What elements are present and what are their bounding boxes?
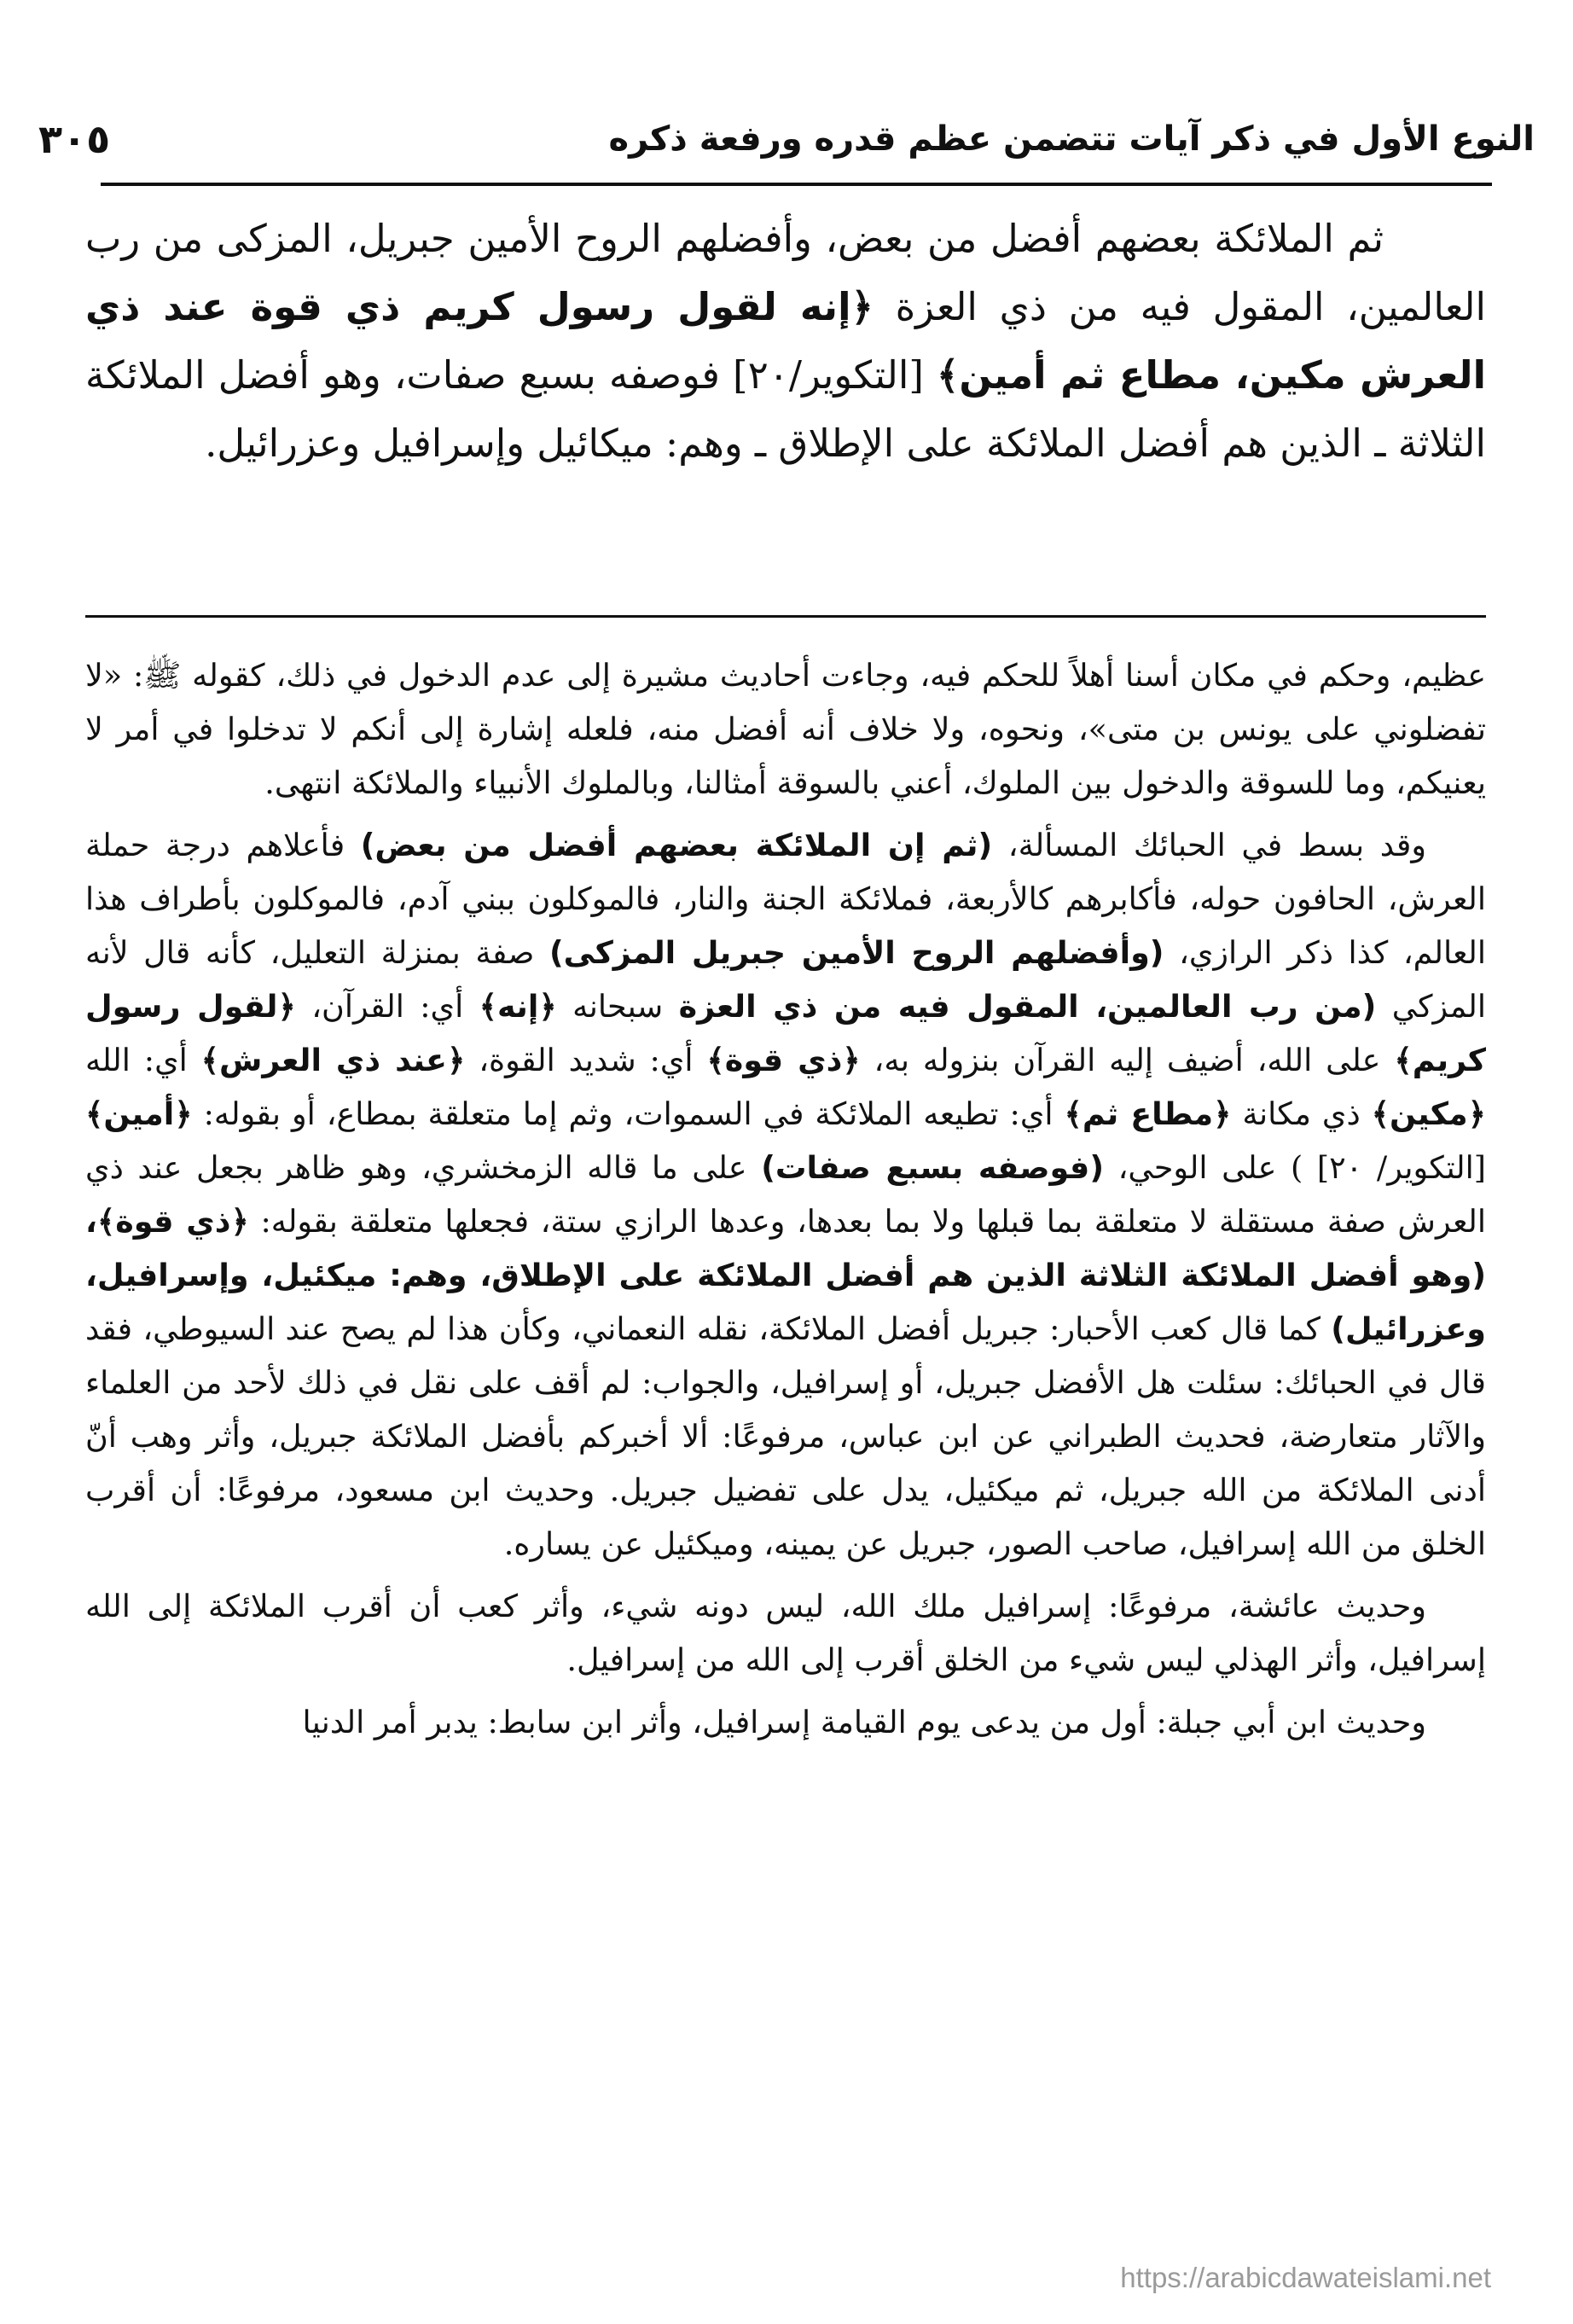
bold-span: ﴿لقول رسول كريم﴾ xyxy=(85,988,1486,1078)
commentary-span: فأعلاهم درجة حملة العرش، الحافون حوله، فأكابرهم كالأربعة، فملائكة الجنة والنار، فالموكلون ببني آدم، فالموكلون بأطراف هذا العالم، كذا ذكر الرازي، xyxy=(85,827,1486,971)
commentary-span: ذي مكانة xyxy=(1231,1095,1372,1132)
commentary-span: صفة بمنزلة التعليل، كأنه قال لأنه المزكي xyxy=(85,934,1487,1025)
commentary-span: أي: تطيعه الملائكة في السموات، وثم إما متعلقة بمطاع، أو بقوله: xyxy=(192,1095,1065,1132)
bold-span: (وأفضلهم الروح الأمين جبريل المزكى) xyxy=(549,934,1164,971)
bold-span: (فوصفه بسبع صفات) xyxy=(761,1149,1105,1186)
commentary-paragraph: وحديث ابن أبي جبلة: أول من يدعى يوم القيامة إسرافيل، وأثر ابن سابط: يدبر أمر الدنيا xyxy=(302,1704,1426,1740)
main-text-span: [التكوير/٢٠] فوصفه بسبع صفات، وهو أفضل الملائكة الثلاثة ـ الذين هم أفضل الملائكة على الإطلاق ـ وهم: ميكائيل وإسرافيل وعزرائيل. xyxy=(85,352,1486,466)
commentary-span: كما قال كعب الأحبار: جبريل أفضل الملائكة، نقله النعماني، وكأن هذا لم يصح عند السيوطي، فقد قال في الحبائك: سئلت هل الأفضل جبريل، أو إسرافيل، والجواب: لم أقف على نقل في ذلك لأحد من العلماء والآثار متعارضة، فحديث الطبراني عن ابن عباس، مرفوعًا: ألا أخبركم بأفضل الملائكة جبريل، وأثر وهب أنّ أدنى الملائكة من الله جبريل، ثم ميكئيل، يدل على تفضيل جبريل. وحديث ابن مسعود، مرفوعًا: أن أقرب الخلق من الله إسرافيل، صاحب الصور، جبريل عن يمينه، وميكئيل عن يساره. xyxy=(85,1310,1486,1562)
main-text xyxy=(85,205,1486,478)
main-paragraph xyxy=(85,205,1486,478)
commentary-span: أي: القرآن، xyxy=(295,988,479,1025)
commentary xyxy=(85,648,1486,1758)
main-text-span: ثم الملائكة بعضهم أفضل من بعض، وأفضلهم الروح الأمين جبريل، المزكى من رب العالمين، المقول فيه من ذي العزة xyxy=(85,216,1486,329)
commentary-span: على الله، أضيف إليه القرآن بنزوله به، xyxy=(860,1042,1395,1078)
footnote-rule xyxy=(85,615,1486,618)
bold-span: (من رب العالمين، المقول فيه من ذي العزة xyxy=(678,988,1377,1025)
bold-span: ﴿أمين﴾ xyxy=(85,1095,193,1132)
commentary-span: وقد بسط في الحبائك المسألة، xyxy=(992,827,1426,863)
bold-span: ﴿ذي قوة﴾ xyxy=(706,1042,861,1078)
commentary-span: أي: شديد القوة، xyxy=(465,1042,707,1078)
commentary-span: على ما قاله الزمخشري، وهو ظاهر بجعل عند ذي العرش صفة مستقلة لا متعلقة بما قبلها ولا بما بعدها، وعدها الرازي ستة، فجعلها متعلقة بقوله: xyxy=(85,1149,1486,1240)
page-number: ٣٠٥ xyxy=(38,116,111,162)
commentary-paragraph: عظيم، وحكم في مكان أسنا أهلاً للحكم فيه، وجاءت أحاديث مشيرة إلى عدم الدخول في ذلك، كقوله ﷺ: «لا تفضلوني على يونس بن متى»، ونحوه، ولا خلاف أنه أفضل منه، فلعله إشارة إلى أنكم لا تدخلوا في أمر لا يعنيكم، وما للسوقة والدخول بين الملوك، أعني بالسوقة أمثالنا، وبالملوك الأنبياء والملائكة انتهى. xyxy=(85,657,1486,801)
commentary-paragraph: وحديث عائشة، مرفوعًا: إسرافيل ملك الله، ليس دونه شيء، وأثر كعب أن أقرب الملائكة إلى الله إسرافيل، وأثر الهذلي ليس شيء من الخلق أقرب إلى الله من إسرافيل. xyxy=(85,1588,1486,1678)
commentary-span: سبحانه xyxy=(556,988,679,1025)
bold-span: ﴿ذي قوة﴾، (وهو أفضل الملائكة الثلاثة الذين هم أفضل الملائكة على الإطلاق، وهم: ميكئيل، وإسرافيل، وعزرائيل) xyxy=(85,1203,1486,1347)
page-header xyxy=(38,101,1535,177)
quran-quote: ﴿إنه لقول رسول كريم ذي قوة عند ذي العرش مكين، مطاع ثم أمين﴾ xyxy=(85,284,1486,398)
commentary-span: أي: الله xyxy=(85,1042,201,1078)
bold-span: ﴿إنه﴾ xyxy=(479,988,557,1025)
header-rule xyxy=(101,183,1492,186)
bold-span: ﴿مكين﴾ xyxy=(1371,1095,1486,1132)
bold-span: ﴿مطاع ثم﴾ xyxy=(1064,1095,1232,1132)
bold-span: (ثم إن الملائكة بعضهم أفضل من بعض) xyxy=(360,827,993,863)
bold-span: ﴿عند ذي العرش﴾ xyxy=(200,1042,466,1078)
commentary-paragraph xyxy=(85,818,1486,1571)
commentary-span: [التكوير/ ٢٠] ) على الوحي، xyxy=(1104,1149,1487,1186)
watermark-url: https://arabicdawateislami.net xyxy=(1120,2262,1491,2293)
running-title: النوع الأول في ذكر آيات تتضمن عظم قدره ورفعة ذكره xyxy=(608,119,1535,159)
